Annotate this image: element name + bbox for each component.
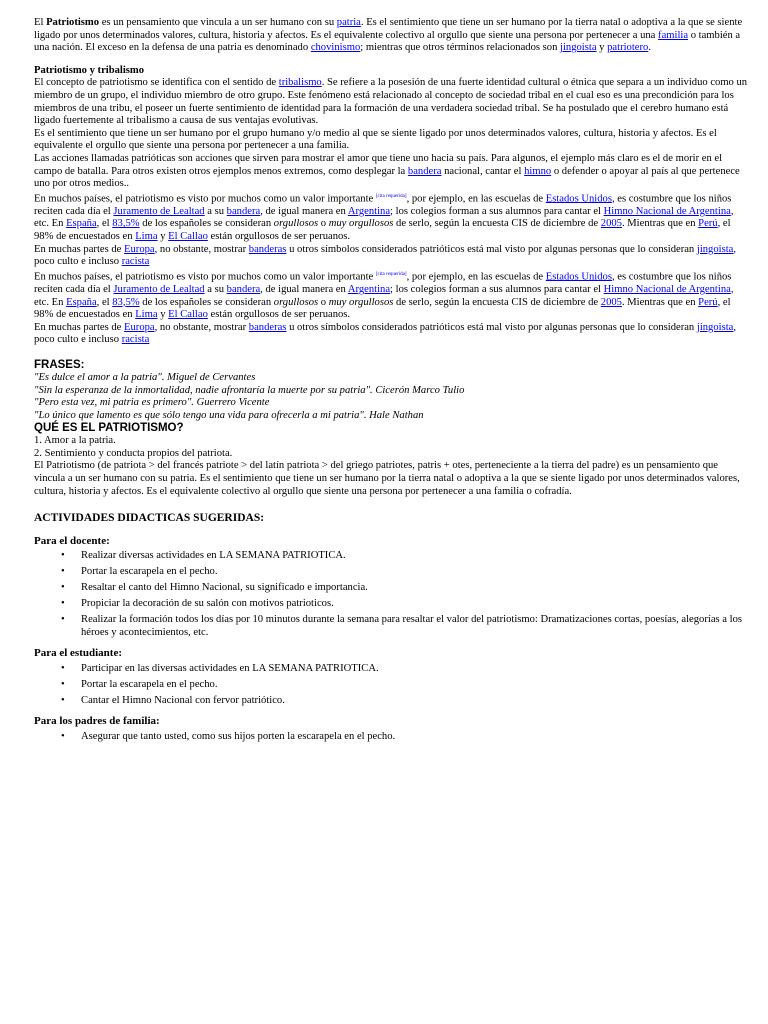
link-estados-unidos[interactable]: Estados Unidos <box>545 193 612 205</box>
link-2005[interactable]: 2005 <box>600 218 622 230</box>
text: están orgullosos de ser peruanos. <box>207 309 351 321</box>
cite-needed[interactable]: [cita requerida] <box>375 271 407 277</box>
list-item-text: Realizar la formación todos los días por 10 minutos durante la semana para resaltar el valor del patriotismo: Dramatizaciones cortas, poesías, alegorías a los héroes y acontecimientos, etc. <box>81 614 743 639</box>
definition-line: 2. Sentimiento y conducta propios del patriota. <box>34 447 233 459</box>
text: . Se refiere a la posesión de una fuerte identidad cultural o étnica que separa a un individuo como un miembro de un grupo, el individuo miembro de otro grupo. Este fenómeno está relacionado al concepto de sociedad tribal en el cual eso es una precondición para los miembros de una tribu, el poseer un fuerte sentimiento de identidad para la formación de una verdadera sociedad tribal. Se ha postulado que el cerebro humano está ligado fuertemente al tribalismo a causa de sus ventajas evolutivas. <box>34 77 748 127</box>
text: de serlo, según la encuesta CIS de diciembre de <box>393 296 601 308</box>
list-item <box>34 678 750 691</box>
text: a su <box>204 283 227 295</box>
link-el-callao[interactable]: El Callao <box>168 309 208 321</box>
link-himno-argentina[interactable]: Himno Nacional de Argentina <box>603 283 731 295</box>
text: u otros símbolos considerados patrióticos está mal visto por algunas personas que lo consideran <box>286 321 697 333</box>
frases-heading: FRASES: <box>34 358 85 371</box>
italic-text: muy orgullosos <box>328 296 394 308</box>
text: . Mientras que en <box>621 218 699 230</box>
text: , poco culto e incluso <box>34 321 737 346</box>
italic-text: muy orgullosos <box>328 218 394 230</box>
link-europa[interactable]: Europa <box>124 321 155 333</box>
link-racista[interactable]: racista <box>121 256 150 268</box>
text: , poco culto e incluso <box>34 243 737 268</box>
list-item <box>34 730 750 743</box>
text: En muchos países, el patriotismo es visto por muchos como un valor importante <box>34 193 376 205</box>
link-bandera[interactable]: bandera <box>407 165 442 177</box>
docente-heading: Para el docente: <box>34 534 110 547</box>
italic-text: orgullosos <box>273 218 319 230</box>
list-item <box>34 613 750 639</box>
text: de los españoles se consideran <box>139 218 274 230</box>
list-item-text: Participar en las diversas actividades en LA SEMANA PATRIOTICA. <box>81 663 379 675</box>
text: o <box>318 218 329 230</box>
link-estados-unidos[interactable]: Estados Unidos <box>545 271 612 283</box>
docente-list <box>34 549 750 639</box>
text: , de igual manera en <box>260 205 348 217</box>
text: , el <box>96 296 113 308</box>
tribalismo-paragraph-1 <box>34 77 750 127</box>
text: . Es el sentimiento que tiene un ser humano por la tierra natal o adoptiva a la que se siente ligado por unos determinados valores, cultura, historia y afectos. Es el equivalente colectivo al orgullo que siente una persona por pertenecer a una <box>34 17 743 41</box>
list-item <box>34 565 750 578</box>
text: , es costumbre que los niños reciten cada día el <box>34 271 732 295</box>
list-item-text: Asegurar que tanto usted, como sus hijos porten la escarapela en el pecho. <box>81 730 396 742</box>
text: ; los colegios forman a sus alumnos para cantar el <box>390 283 604 295</box>
intro-paragraph <box>34 17 750 55</box>
que-es-heading: QUÉ ES EL PATRIOTISMO? <box>34 422 184 435</box>
text: de los españoles se consideran <box>139 296 274 308</box>
link-himno-argentina[interactable]: Himno Nacional de Argentina <box>603 205 731 217</box>
text: , etc. En <box>34 205 734 230</box>
bullet-icon: • <box>61 730 65 742</box>
padres-list <box>34 730 750 743</box>
link-percentage[interactable]: 83,5% <box>112 218 140 230</box>
link-jingoista[interactable]: jingoista <box>696 243 734 255</box>
text: , es costumbre que los niños reciten cada día el <box>34 193 732 217</box>
text: y <box>596 42 608 54</box>
bold-term: Patriotismo <box>46 17 100 28</box>
section-heading-tribalismo: Patriotismo y tribalismo <box>34 64 145 76</box>
link-banderas[interactable]: banderas <box>248 321 287 333</box>
text: , no obstante, mostrar <box>154 321 249 333</box>
text: o también a una nación. El exceso en la defensa de una patria es denominado <box>34 29 741 54</box>
quote: "Pero esta vez, mi patria es primero". Guerrero Vicente <box>34 397 270 409</box>
link-peru[interactable]: Perú <box>698 296 718 308</box>
link-lima[interactable]: Lima <box>135 309 158 321</box>
link-jingoista[interactable]: jingoista <box>696 321 734 333</box>
link-racista[interactable]: racista <box>121 334 150 346</box>
link-percentage[interactable]: 83,5% <box>112 296 140 308</box>
link-bandera[interactable]: bandera <box>226 205 261 217</box>
link-peru[interactable]: Perú <box>698 218 718 230</box>
link-tribalismo[interactable]: tribalismo <box>278 77 322 89</box>
bullet-icon: • <box>61 663 65 675</box>
text: es un pensamiento que vincula a un ser humano con su <box>99 17 337 28</box>
bullet-icon: • <box>61 550 65 562</box>
text: . Mientras que en <box>621 296 699 308</box>
definition-line: 1. Amor a la patria. <box>34 435 116 447</box>
link-jingoista[interactable]: jingoista <box>560 42 597 54</box>
link-argentina[interactable]: Argentina <box>347 205 391 217</box>
link-espana[interactable]: España <box>66 296 97 308</box>
text: , el 98% de encuestados en <box>34 296 731 321</box>
bullet-icon: • <box>61 598 65 610</box>
bullet-icon: • <box>61 679 65 691</box>
text: a su <box>204 205 227 217</box>
text: ; los colegios forman a sus alumnos para cantar el <box>390 205 604 217</box>
tribalismo-paragraph-3 <box>34 153 750 191</box>
bullet-icon: • <box>61 614 65 626</box>
link-2005[interactable]: 2005 <box>600 296 622 308</box>
definition-paragraph: El Patriotismo (de patriota > del francés patriote > del latín patriota > del griego patriotes, patris + otes, perteneciente a la tierra del padre) es un pensamiento que vincula a un ser humano con su patria. Es el sentimiento que tiene un ser humano por la tierra natal o adoptiva a la que se siente ligado por unos determinados valores, cultura, historia y afectos. Es el equivalente colectivo al orgullo que siente una persona por pertenecer a una familia o cofradía. <box>34 460 740 497</box>
text: , el <box>96 218 113 230</box>
bullet-icon: • <box>61 695 65 707</box>
text: El <box>34 17 47 28</box>
list-item-text: Realizar diversas actividades en LA SEMANA PATRIOTICA. <box>81 550 346 562</box>
bullet-icon: • <box>61 566 65 578</box>
link-juramento[interactable]: Juramento de Lealtad <box>113 205 205 217</box>
list-item <box>34 662 750 675</box>
link-juramento[interactable]: Juramento de Lealtad <box>113 283 205 295</box>
list-item-text: Propiciar la decoración de su salón con motivos patrioticos. <box>81 598 334 610</box>
text: , por ejemplo, en las escuelas de <box>406 271 546 283</box>
tribalismo-paragraph-2: Es el sentimiento que tiene un ser humano por el grupo humano y/o medio al que se siente ligado por unos determinados valores, cultura, historia y afectos. Es el equivalente el orgullo que siente una persona por pertenecer a una familia. <box>34 127 717 152</box>
link-lima[interactable]: Lima <box>135 231 158 243</box>
list-item <box>34 581 750 594</box>
text: . <box>648 42 651 54</box>
cite-needed[interactable]: [cita requerida] <box>375 193 407 199</box>
link-espana[interactable]: España <box>66 218 97 230</box>
text: o defender o apoyar al país al que pertenece uno por otros medios.. <box>34 165 740 190</box>
text: El concepto de patriotismo se identifica con el sentido de <box>34 77 279 89</box>
link-patriotero[interactable]: patriotero <box>607 42 649 54</box>
italic-text: orgullosos <box>273 296 319 308</box>
list-item-text: Resaltar el canto del Himno Nacional, su significado e importancia. <box>81 582 368 594</box>
text: , el 98% de encuestados en <box>34 218 731 243</box>
muchos-paises-paragraph <box>34 269 750 322</box>
list-item-text: Portar la escarapela en el pecho. <box>81 566 218 578</box>
quote: "Lo único que lamento es que sólo tengo una vida para ofrecerla a mi patria". Hale Nathan <box>34 409 424 421</box>
link-himno[interactable]: himno <box>524 165 552 177</box>
estudiante-heading: Para el estudiante: <box>34 647 122 660</box>
text: y <box>157 231 169 243</box>
estudiante-list <box>34 662 750 707</box>
link-familia[interactable]: familia <box>658 29 689 41</box>
padres-heading: Para los padres de familia: <box>34 715 160 728</box>
list-item <box>34 694 750 707</box>
list-item-text: Cantar el Himno Nacional con fervor patriótico. <box>81 695 285 707</box>
quote: "Sin la esperanza de la inmortalidad, nadie afrontaría la muerte por su patria". Cicerón Marco Tulio <box>34 384 465 396</box>
text: En muchos países, el patriotismo es visto por muchos como un valor importante <box>34 271 376 283</box>
text: u otros símbolos considerados patrióticos está mal visto por algunas personas que lo consideran <box>286 243 697 255</box>
link-argentina[interactable]: Argentina <box>347 283 391 295</box>
text: , por ejemplo, en las escuelas de <box>406 193 546 205</box>
text: y <box>157 309 169 321</box>
activities-heading: ACTIVIDADES DIDACTICAS SUGERIDAS: <box>34 512 265 525</box>
text: o <box>318 296 329 308</box>
muchos-paises-paragraph <box>34 191 750 244</box>
bullet-icon: • <box>61 582 65 594</box>
text: Las acciones llamadas patrióticas son acciones que sirven para mostrar el amor que tiene uno hacia su país. Para algunos, el ejemplo más claro es el de morir en el campo de batalla. Para otros existen otros ejemplos menos extremos, como desplegar la <box>34 152 723 177</box>
europa-paragraph <box>34 244 750 269</box>
text: En muchas partes de <box>34 321 125 333</box>
europa-paragraph <box>34 322 750 347</box>
text: , de igual manera en <box>260 283 348 295</box>
link-patria[interactable]: patria <box>336 17 361 28</box>
link-bandera[interactable]: bandera <box>226 283 261 295</box>
quote: "Es dulce el amor a la patria". Miguel de Cervantes <box>34 371 256 383</box>
text: nacional, cantar el <box>441 165 525 177</box>
text: ; mientras que otros términos relacionados son <box>360 42 561 54</box>
link-banderas[interactable]: banderas <box>248 243 287 255</box>
list-item <box>34 597 750 610</box>
link-chovinismo[interactable]: chovinismo <box>310 42 361 54</box>
text: En muchas partes de <box>34 243 125 255</box>
link-europa[interactable]: Europa <box>124 243 155 255</box>
list-item <box>34 549 750 562</box>
link-el-callao[interactable]: El Callao <box>168 231 208 243</box>
text: , no obstante, mostrar <box>154 243 249 255</box>
list-item-text: Portar la escarapela en el pecho. <box>81 679 218 691</box>
text: están orgullosos de ser peruanos. <box>207 231 351 243</box>
text: de serlo, según la encuesta CIS de diciembre de <box>393 218 601 230</box>
text: , etc. En <box>34 283 734 308</box>
